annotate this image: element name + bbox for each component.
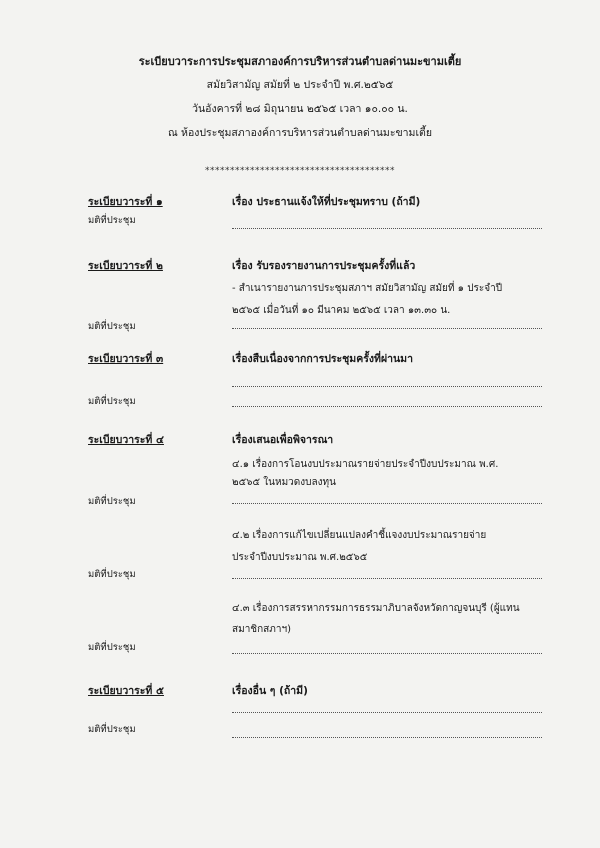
agenda-2-detail-line-1: - สำเนารายงานการประชุมสภาฯ สมัยวิสามัญ สมัยที่ ๑ ประจำปี	[232, 283, 503, 294]
agenda-4-item-1-resolution-label: มติที่ประชุม	[88, 496, 136, 507]
agenda-3-topic: เรื่องสืบเนื่องจากการประชุมครั้งที่ผ่านมา	[232, 353, 413, 365]
agenda-2-label: ระเบียบวาระที่ ๒	[88, 260, 163, 272]
agenda-1-topic: เรื่อง ประธานแจ้งให้ที่ประชุมทราบ (ถ้ามี)	[232, 196, 421, 208]
agenda-4-item-1-dotted-line	[232, 503, 542, 504]
agenda-3-dotted-line-2	[232, 406, 542, 407]
agenda-3-dotted-line-1	[232, 386, 542, 387]
agenda-4-item-3-resolution-label: มติที่ประชุม	[88, 642, 136, 653]
agenda-4-item-3-line-2: สมาชิกสภาฯ)	[232, 624, 291, 635]
agenda-4-item-2-line-1: ๔.๒ เรื่องการแก้ไขเปลี่ยนแปลงคำชี้แจงงบประมาณรายจ่าย	[232, 530, 487, 541]
agenda-2-resolution-label: มติที่ประชุม	[88, 321, 136, 332]
agenda-1-dotted-line	[232, 228, 542, 229]
agenda-5-topic: เรื่องอื่น ๆ (ถ้ามี)	[232, 685, 308, 697]
agenda-2-topic: เรื่อง รับรองรายงานการประชุมครั้งที่แล้ว	[232, 260, 416, 272]
agenda-4-item-3-line-1: ๔.๓ เรื่องการสรรหากรรมการธรรมาภิบาลจังหวัดกาญจนบุรี (ผู้แทน	[232, 603, 520, 614]
document-title: ระเบียบวาระการประชุมสภาองค์การบริหารส่วนตำบลด่านมะขามเตี้ย	[138, 55, 462, 68]
agenda-5-dotted-line-1	[232, 712, 542, 713]
agenda-4-item-1-line-2: ๒๕๖๕ ในหมวดงบลงทุน	[232, 477, 336, 488]
date-line: วันอังคารที่ ๒๘ มิถุนายน ๒๕๖๕ เวลา ๑๐.๐๐ น.	[192, 103, 408, 115]
agenda-5-dotted-line-2	[232, 737, 542, 738]
separator-line: **************************************	[205, 166, 395, 176]
agenda-2-dotted-line	[232, 328, 542, 329]
agenda-3-label: ระเบียบวาระที่ ๓	[88, 353, 164, 365]
agenda-4-item-2-resolution-label: มติที่ประชุม	[88, 569, 136, 580]
agenda-4-item-2-line-2: ประจำปีงบประมาณ พ.ศ.๒๕๖๕	[232, 552, 368, 563]
agenda-4-item-2-dotted-line	[232, 578, 542, 579]
session-line: สมัยวิสามัญ สมัยที่ ๒ ประจำปี พ.ศ.๒๕๖๕	[206, 79, 394, 91]
agenda-4-item-3-dotted-line	[232, 653, 542, 654]
agenda-4-topic: เรื่องเสนอเพื่อพิจารณา	[232, 434, 334, 446]
agenda-2-detail-line-2: ๒๕๖๕ เมื่อวันที่ ๑๐ มีนาคม ๒๕๖๕ เวลา ๑๓.๓๐ น.	[232, 305, 451, 316]
place-line: ณ ห้องประชุมสภาองค์การบริหารส่วนตำบลด่านมะขามเตี้ย	[167, 127, 433, 139]
agenda-4-label: ระเบียบวาระที่ ๔	[88, 434, 164, 446]
agenda-4-item-1-line-1: ๔.๑ เรื่องการโอนงบประมาณรายจ่ายประจำปีงบประมาณ พ.ศ.	[232, 459, 499, 470]
agenda-5-label: ระเบียบวาระที่ ๕	[88, 685, 164, 697]
agenda-5-resolution-label: มติที่ประชุม	[88, 724, 136, 735]
agenda-3-resolution-label: มติที่ประชุม	[88, 396, 136, 407]
agenda-1-resolution-label: มติที่ประชุม	[88, 215, 136, 226]
agenda-1-label: ระเบียบวาระที่ ๑	[88, 196, 163, 208]
